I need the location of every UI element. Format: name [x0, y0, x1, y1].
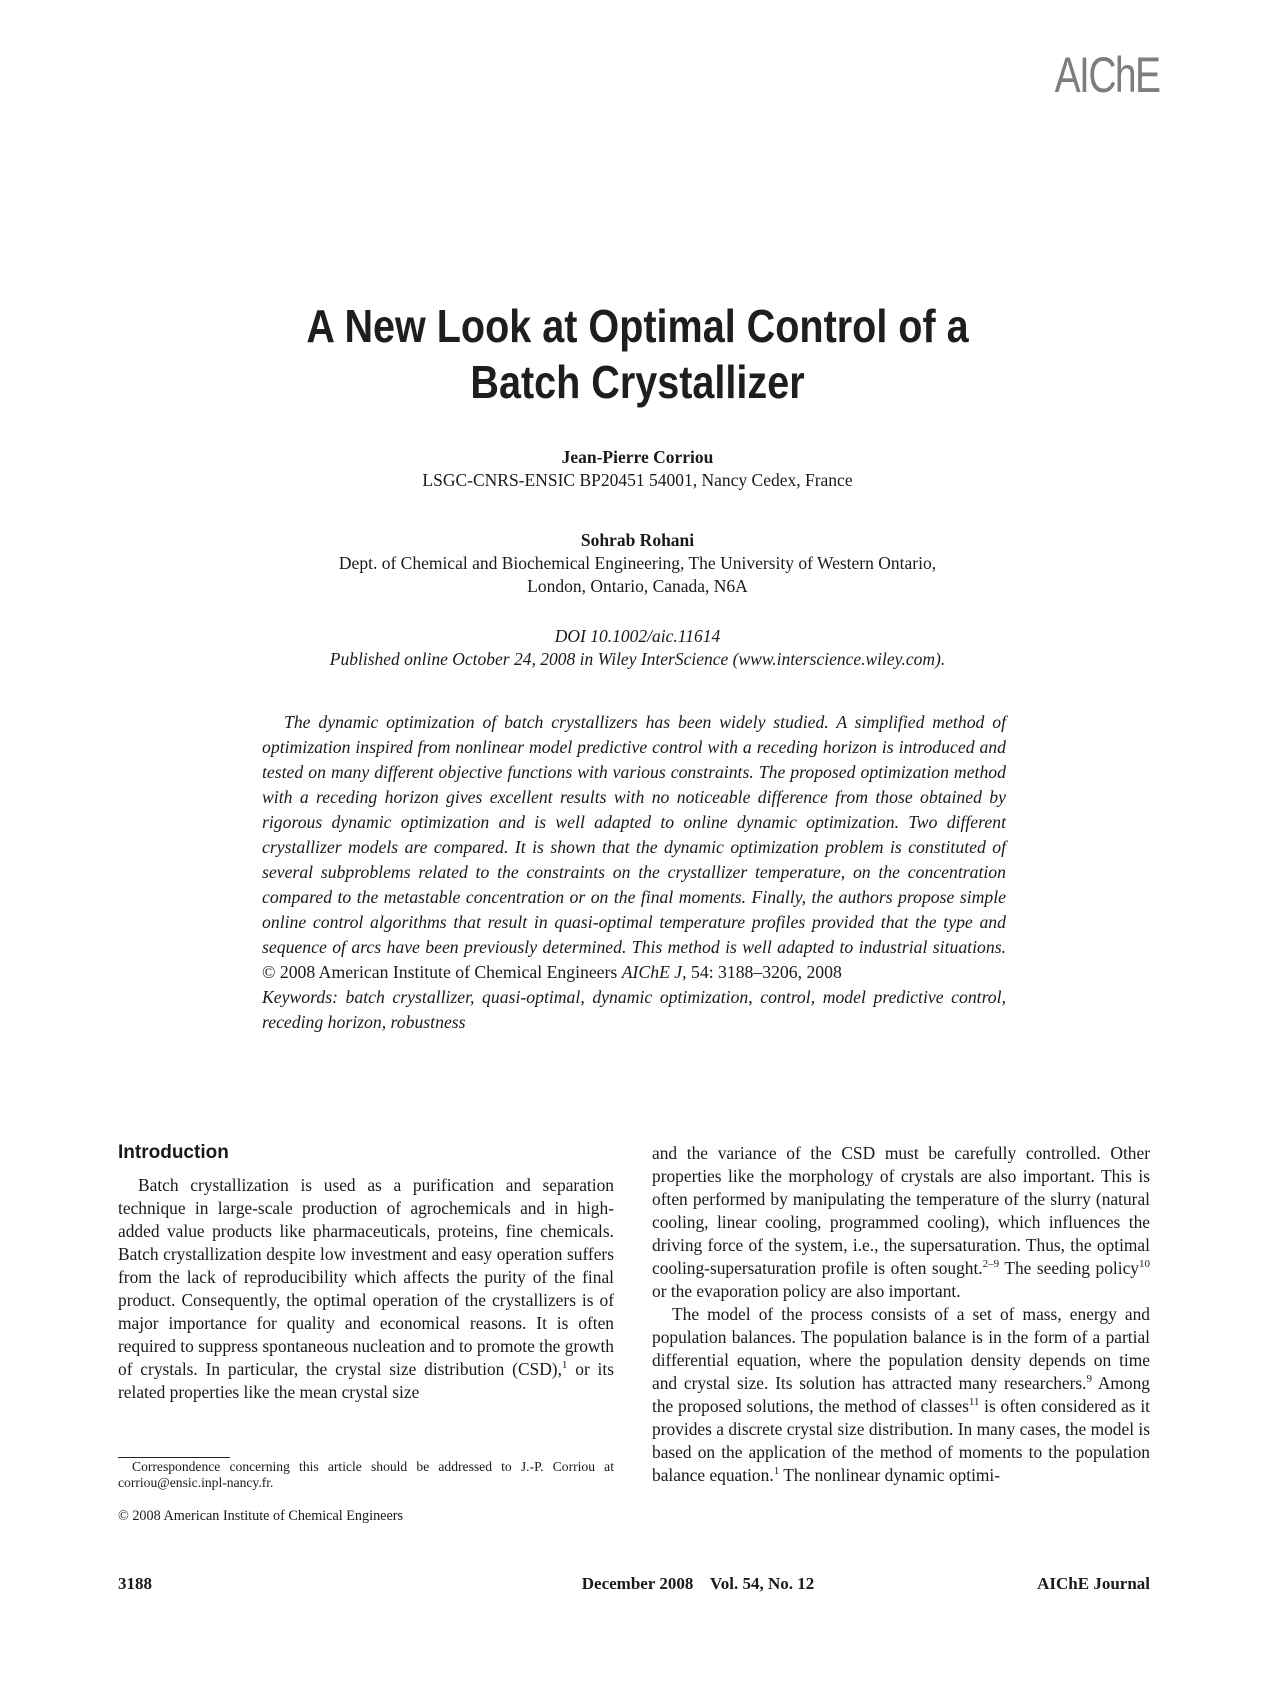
- published-online: Published online October 24, 2008 in Wiley InterScience (www.interscience.wiley.com).: [329, 649, 946, 669]
- section-heading: Introduction: [118, 1142, 229, 1163]
- author-block-1: [0, 446, 1275, 492]
- page-number: 3188: [118, 1574, 152, 1593]
- abstract-body: The dynamic optimization of batch crystallizers has been widely studied. A simplified method of optimization inspired from nonlinear model predictive control with a receding horizon is introduced and tested on many different objective functions with various constraints. The proposed optimization method with a receding horizon gives excellent results with no noticeable difference from those obtained by rigorous dynamic optimization and is well adapted to online dynamic optimization. Two different crystallizer models are compared. It is shown that the dynamic optimization problem is constituted of several subproblems related to the constraints on the crystallizer temperature, on the concentration compared to the metastable concentration or on the final moments. Finally, the authors propose simple online control algorithms that result in quasi-optimal temperature profiles provided that the type and sequence of arcs have been previously determined. This method is well adapted to industrial situations.: [262, 712, 1006, 957]
- author-block-2: [0, 529, 1275, 598]
- issue-info: December 2008 Vol. 54, No. 12: [581, 1574, 815, 1593]
- text-run: is often considered as it provides a discrete crystal size distribution. In many cases, the model is based on the application of the method of moments to the population balance equation.: [652, 1396, 1150, 1485]
- reference-link[interactable]: 9: [1086, 1373, 1093, 1386]
- author-affiliation: LSGC-CNRS-ENSIC BP20451 54001, Nancy Cedex, France: [422, 470, 853, 490]
- author-name: Sohrab Rohani: [580, 530, 695, 550]
- article-title: [0, 298, 1275, 410]
- author-affiliation: Dept. of Chemical and Biochemical Engineering, The University of Western Ontario,: [338, 553, 937, 573]
- author-name: Jean-Pierre Corriou: [561, 447, 714, 467]
- reference-link[interactable]: 1: [561, 1359, 568, 1372]
- abstract-copyright: © 2008 American Institute of Chemical Engineers: [262, 962, 618, 982]
- correspondence-note: Correspondence concerning this article should be addressed to J.-P. Corriou at corriou@ensic.inpl-nancy.fr.: [118, 1459, 614, 1490]
- doi-block: [0, 625, 1275, 671]
- journal-ref: AIChE J,: [621, 962, 687, 982]
- reference-link[interactable]: 11: [968, 1396, 980, 1409]
- text-run: or the evaporation policy are also important.: [652, 1281, 961, 1301]
- copyright-notice: © 2008 American Institute of Chemical Engineers: [118, 1508, 403, 1524]
- reference-link[interactable]: 2–9: [982, 1258, 1000, 1271]
- left-column: [118, 1140, 614, 1404]
- text-run: The model of the process consists of a set of mass, energy and population balances. The population balance is in the form of a partial differential equation, where the population density depends on time and crystal size. Its solution has attracted many researchers.: [652, 1304, 1150, 1393]
- reference-link[interactable]: 10: [1139, 1258, 1150, 1271]
- keywords: Keywords: batch crystallizer, quasi-optimal, dynamic optimization, control, model predictive control, receding horizon, robustness: [262, 987, 1006, 1032]
- author-affiliation: London, Ontario, Canada, N6A: [527, 576, 748, 596]
- aiche-logo: AIChE: [1055, 47, 1160, 103]
- citation: 54: 3188–3206, 2008: [691, 962, 842, 982]
- doi: DOI 10.1002/aic.11614: [554, 626, 721, 646]
- footnote: [118, 1459, 614, 1491]
- text-run: The nonlinear dynamic optimi-: [779, 1465, 1001, 1485]
- abstract: [262, 710, 1006, 1035]
- reference-link[interactable]: 1: [773, 1465, 780, 1478]
- text-run: Among the proposed solutions, the method of classes: [652, 1373, 1150, 1416]
- abstract-paragraph: [262, 710, 1006, 985]
- text-run: The seeding policy: [999, 1258, 1139, 1278]
- intro-paragraph-1: [118, 1174, 614, 1404]
- text-run: and the variance of the CSD must be carefully controlled. Other properties like the morphology of crystals are also important. This is often performed by manipulating the temperature of the slurry (natural cooling, linear cooling, programmed cooling), which influences the driving force of the system, i.e., the supersaturation. Thus, the optimal cooling-supersaturation profile is often sought.: [652, 1143, 1150, 1278]
- text-run: or its related properties like the mean crystal size: [118, 1359, 614, 1402]
- text-run: Batch crystallization is used as a purification and separation technique in large-scale production of agrochemicals and in high-added value products like pharmaceuticals, proteins, fine chemicals. Batch crystallization despite low investment and easy operation suffers from the lack of reproducibility which affects the purity of the final product. Consequently, the optimal operation of the crystallizers is of major importance for quality and economical reasons. It is often required to suppress spontaneous nucleation and to promote the growth of crystals. In particular, the crystal size distribution (CSD),: [118, 1175, 615, 1379]
- right-column: [652, 1142, 1150, 1487]
- title-line-1: A New Look at Optimal Control of a: [306, 300, 969, 352]
- footnote-rule: [118, 1457, 230, 1458]
- journal-name: AIChE Journal: [1037, 1574, 1150, 1593]
- intro-paragraph-3: [652, 1303, 1150, 1487]
- title-line-2: Batch Crystallizer: [470, 356, 805, 408]
- intro-paragraph-2: [652, 1142, 1150, 1303]
